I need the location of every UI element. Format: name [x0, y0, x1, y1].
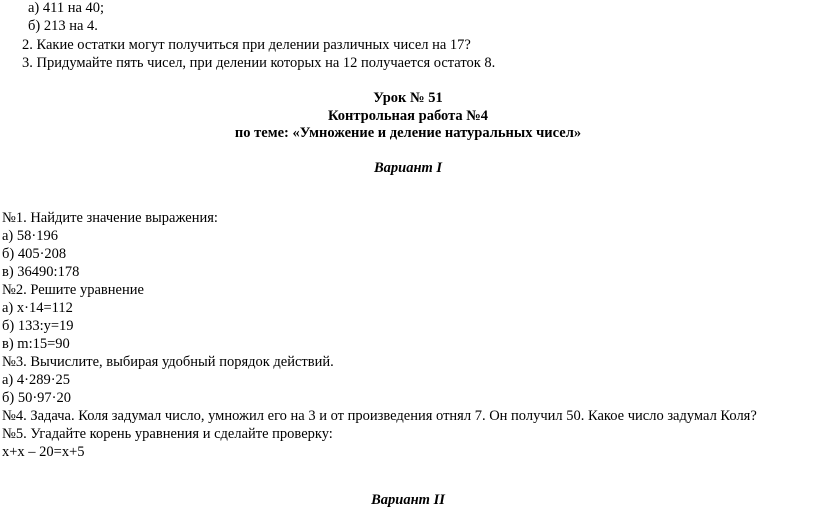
- variant2-title: Вариант II: [371, 492, 445, 508]
- lesson-work: Контрольная работа №4: [327, 108, 489, 124]
- v1-task2-b: б) 133:y=19: [2, 318, 74, 334]
- variant1-title: Вариант I: [373, 160, 443, 176]
- lesson-title: Урок № 51: [373, 90, 443, 106]
- v1-task2-a: а) x·14=112: [2, 300, 73, 316]
- v1-task4: №4. Задача. Коля задумал число, умножил его на 3 и от произведения отнял 7. Он получил 50. Какое число задумал Коля?: [2, 408, 757, 424]
- v1-task5: №5. Угадайте корень уравнения и сделайте проверку:: [2, 426, 333, 442]
- v1-task1-a: а) 58·196: [2, 228, 58, 244]
- lesson-topic: по теме: «Умножение и деление натуральных чисел»: [234, 125, 582, 141]
- v1-task3-a: а) 4·289·25: [2, 372, 71, 388]
- top-item-a: а) 411 на 40;: [28, 0, 105, 16]
- v1-task3: №3. Вычислите, выбирая удобный порядок действий.: [2, 354, 334, 370]
- v1-task5-equation: x+x – 20=x+5: [2, 444, 85, 460]
- top-item-2: 2. Какие остатки могут получиться при делении различных чисел на 17?: [22, 37, 471, 53]
- v1-task1: №1. Найдите значение выражения:: [2, 210, 218, 226]
- top-item-3: 3. Придумайте пять чисел, при делении которых на 12 получается остаток 8.: [22, 55, 496, 71]
- v1-task2-c: в) m:15=90: [2, 336, 70, 352]
- v1-task1-b: б) 405·208: [2, 246, 67, 262]
- v1-task3-b: б) 50·97·20: [2, 390, 71, 406]
- v1-task1-c: в) 36490:178: [2, 264, 80, 280]
- top-item-b: б) 213 на 4.: [28, 18, 98, 34]
- v1-task2: №2. Решите уравнение: [2, 282, 144, 298]
